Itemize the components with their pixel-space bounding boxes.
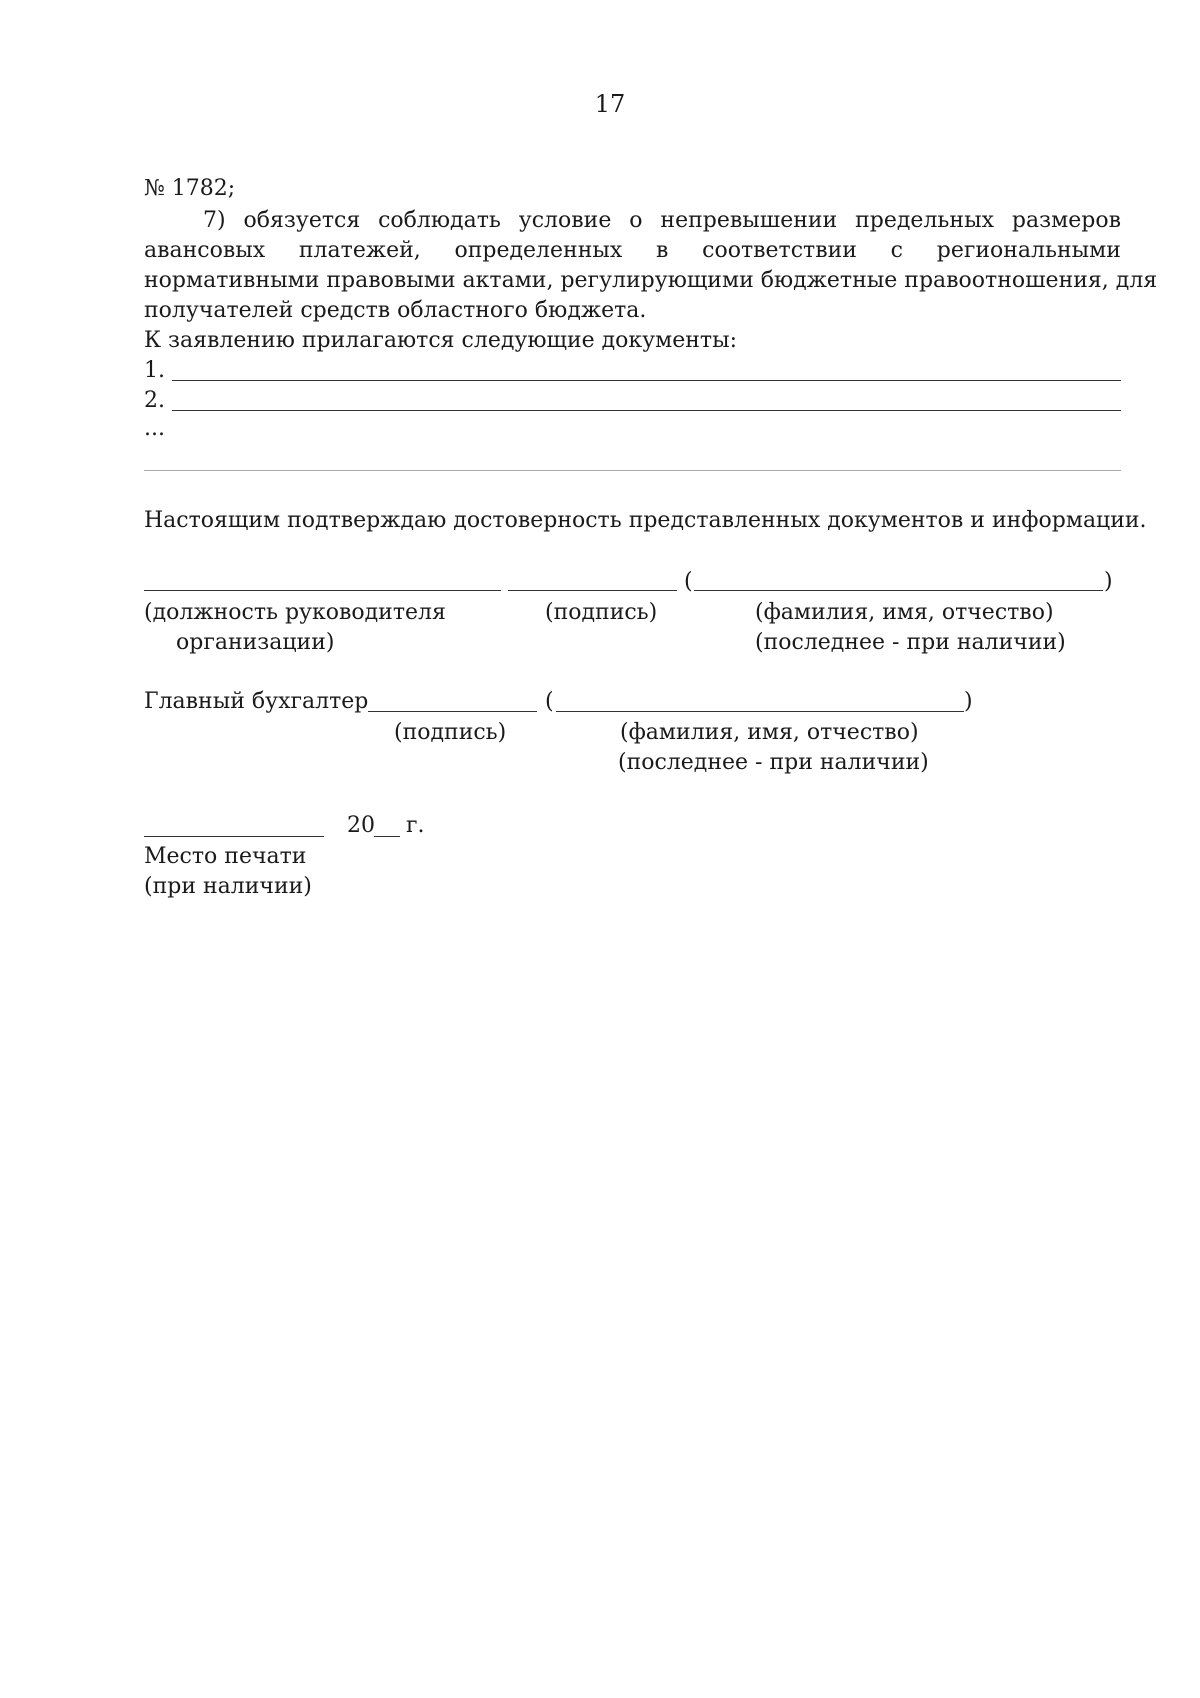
item7-line2-word: соответствии	[702, 238, 857, 263]
date-year-field[interactable]	[374, 836, 400, 837]
accountant-name-field[interactable]	[556, 711, 964, 712]
item7-line1-word: обязуется	[243, 208, 361, 233]
item7-line1-word: размеров	[1011, 208, 1121, 233]
item7-line-1	[203, 210, 1121, 232]
item7-line1-word: непревышении	[660, 208, 838, 233]
caption-name-2b: (последнее - при наличии)	[618, 750, 929, 775]
caption-position-2: организации)	[176, 630, 335, 655]
item7-line2-word: с	[890, 238, 903, 263]
caption-signature-1: (подпись)	[545, 600, 658, 625]
name-close-paren: )	[1104, 569, 1113, 594]
item7-line-4: получателей средств областного бюджета.	[144, 298, 647, 323]
name-open-paren: (	[684, 569, 693, 594]
item7-line1-word: предельных	[855, 208, 994, 233]
attachments-intro: К заявлению прилагаются следующие документы:	[144, 328, 737, 353]
date-year-suffix: г.	[406, 813, 425, 838]
item7-line1-word: соблюдать	[378, 208, 501, 233]
stamp-label-1: Место печати	[144, 844, 307, 869]
item7-line-3: нормативными правовыми актами, регулирующими бюджетные правоотношения, для	[144, 268, 1158, 293]
accountant-open-paren: (	[545, 689, 554, 714]
stamp-label-2: (при наличии)	[144, 874, 312, 899]
reference-line: № 1782;	[144, 176, 236, 201]
caption-signature-2: (подпись)	[394, 720, 507, 745]
divider-line	[144, 470, 1121, 471]
caption-position-1: (должность руководителя	[144, 600, 446, 625]
chief-accountant-label: Главный бухгалтер	[144, 689, 369, 714]
attachment-1-field[interactable]	[172, 380, 1121, 381]
date-day-month-field[interactable]	[144, 836, 324, 837]
date-year-prefix: 20	[347, 813, 375, 838]
caption-name-1a: (фамилия, имя, отчество)	[755, 600, 1054, 625]
item7-line1-word: условие	[518, 208, 612, 233]
attachment-number-1: 1.	[144, 358, 165, 383]
caption-name-2a: (фамилия, имя, отчество)	[620, 720, 919, 745]
confirmation-text: Настоящим подтверждаю достоверность представленных документов и информации.	[144, 508, 1147, 533]
item7-line2-word: региональными	[936, 238, 1121, 263]
page-number: 17	[594, 90, 626, 118]
attachment-2-field[interactable]	[172, 410, 1121, 411]
attachment-number-2: 2.	[144, 388, 165, 413]
accountant-close-paren: )	[964, 689, 973, 714]
item7-line2-word: авансовых	[144, 238, 266, 263]
head-signature-field[interactable]	[508, 590, 677, 591]
item7-line1-word: о	[629, 208, 643, 233]
accountant-signature-field[interactable]	[368, 711, 537, 712]
head-name-field[interactable]	[694, 590, 1103, 591]
item7-line2-word: в	[656, 238, 669, 263]
item7-line2-word: определенных	[454, 238, 623, 263]
position-field[interactable]	[144, 590, 501, 591]
item7-line-2	[144, 240, 1121, 262]
caption-name-1b: (последнее - при наличии)	[755, 630, 1066, 655]
item7-line1-word: 7)	[203, 208, 226, 233]
item7-line2-word: платежей,	[298, 238, 421, 263]
ellipsis: ...	[144, 416, 165, 441]
